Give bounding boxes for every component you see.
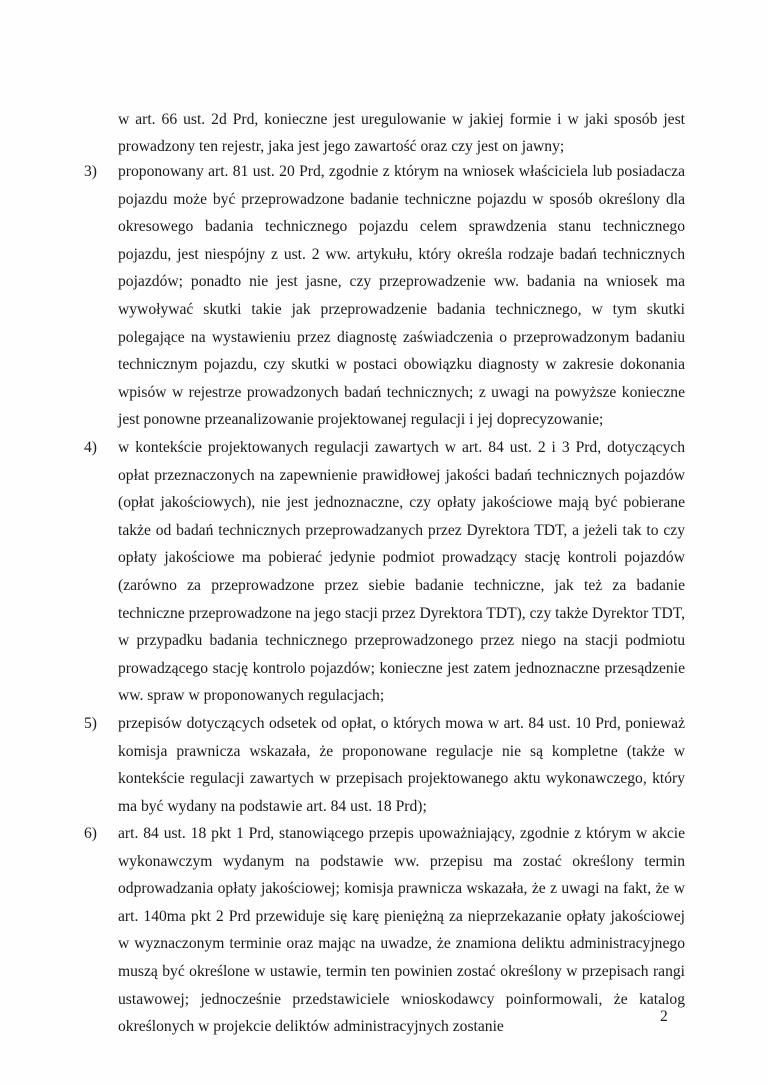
list-item-text: proponowany art. 81 ust. 20 Prd, zgodnie z którym na wniosek właściciela lub posiadacza pojazdu może być przeprowadzone badanie techniczne pojazdu w sposób określony dla okresowego badania technicznego pojazdu celem sprawdzenia stanu technicznego pojazdu, jest niespójny z ust. 2 ww. artykułu, który określa rodzaje badań technicznych pojazdów; ponadto nie jest jasne, czy przeprowadzenie ww. badania na wniosek ma wywoływać skutki takie jak przeprowadzenie badania technicznego, w tym skutki polegające na wystawieniu przez diagnostę zaświadczenia o przeprowadzonym badaniu technicznym pojazdu, czy skutki w postaci obowiązku diagnosty w zakresie dokonania wpisów w rejestrze prowadzonych badań technicznych; z uwagi na powyższe konieczne jest ponowne przeanalizowanie projektowanej regulacji i jej doprecyzowanie;	[118, 163, 685, 429]
continuation-paragraph: w art. 66 ust. 2d Prd, konieczne jest uregulowanie w jakiej formie i w jaki sposób jest prowadzony ten rejestr, jaka jest jego zawartość oraz czy jest on jawny;	[118, 110, 685, 156]
list-item-number: 3)	[84, 163, 97, 180]
list-item-number: 5)	[84, 715, 97, 732]
list-item-3	[84, 158, 685, 434]
page-number: 2	[660, 1008, 668, 1025]
list-item-5	[84, 710, 685, 820]
list-item-text: przepisów dotyczących odsetek od opłat, o których mowa w art. 84 ust. 10 Prd, ponieważ komisja prawnicza wskazała, że proponowane regulacje nie są kompletne (także w kontekście regulacji zawartych w przepisach projektowanego aktu wykonawczego, który ma być wydany na podstawie art. 84 ust. 18 Prd);	[118, 715, 685, 815]
list-item-text: w kontekście projektowanych regulacji zawartych w art. 84 ust. 2 i 3 Prd, dotyczących opłat przeznaczonych na zapewnienie prawidłowej jakości badań technicznych pojazdów (opłat jakościowych), nie jest jednoznaczne, czy opłaty jakościowe mają być pobierane także od badań technicznych przeprowadzanych przez Dyrektora TDT, a jeżeli tak to czy opłaty jakościowe ma pobierać jedynie podmiot prowadzący stację kontroli pojazdów (zarówno za przeprowadzone przez siebie badanie techniczne, jak też za badanie techniczne przeprowadzone na jego stacji przez Dyrektora TDT), czy także Dyrektor TDT, w przypadku badania technicznego przeprowadzonego przez niego na stacji podmiotu prowadzącego stację kontrolo pojazdów; konieczne jest zatem jednoznaczne przesądzenie ww. spraw w proponowanych regulacjach;	[118, 439, 685, 705]
list-item-text: art. 84 ust. 18 pkt 1 Prd, stanowiącego przepis upoważniający, zgodnie z którym w akcie wykonawczym wydanym na podstawie ww. przepisu ma zostać określony termin odprowadzania opłaty jakościowej; komisja prawnicza wskazała, że z uwagi na fakt, że w art. 140ma pkt 2 Prd przewiduje się karę pieniężną za nieprzekazanie opłaty jakościowej w wyznaczonym terminie oraz mając na uwadze, że znamiona deliktu administracyjnego muszą być określone w ustawie, termin ten powinien zostać określony w przepisach rangi ustawowej; jednocześnie przedstawiciele wnioskodawcy poinformowali, że katalog określonych w projekcie deliktów administracyjnych zostanie	[118, 825, 685, 1036]
list-item-4	[84, 434, 685, 710]
list-item-number: 6)	[84, 825, 97, 842]
list-item-6	[84, 820, 685, 1041]
list-item-number: 4)	[84, 439, 97, 456]
